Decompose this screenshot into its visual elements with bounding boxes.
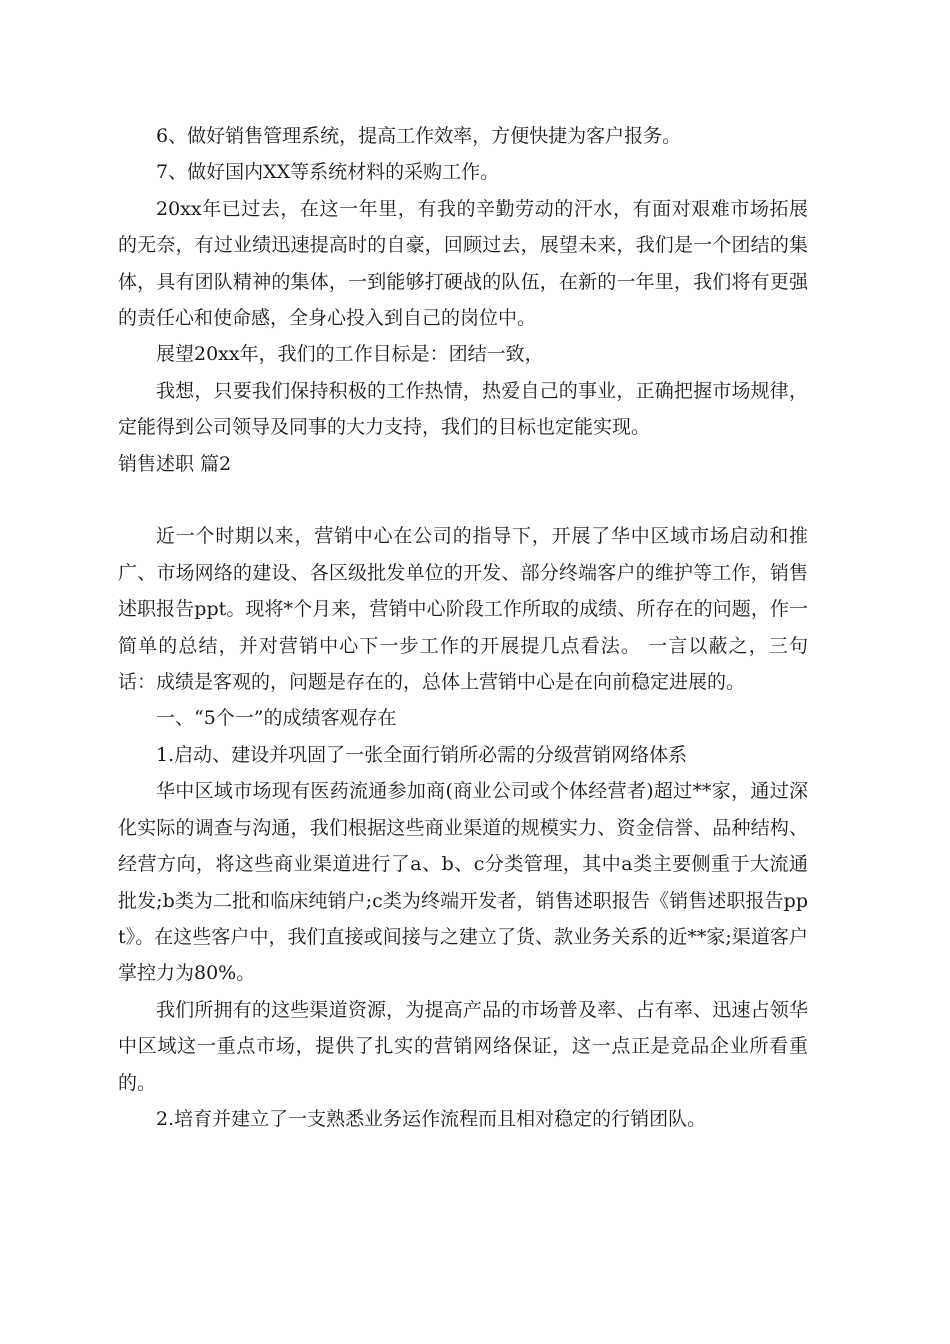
document-page	[118, 118, 808, 1137]
paragraph: 7、做好国内XX等系统材料的采购工作。	[156, 161, 500, 184]
paragraph: 6、做好销售管理系统，提高工作效率，方便快捷为客户报务。	[156, 125, 682, 147]
paragraph: 一、“5个一”的成绩客观存在	[156, 707, 397, 730]
paragraph: 我想，只要我们保持积极的工作热情，热爱自己的事业，正确把握市场规律，定能得到公司领导及同事的大力支持，我们的目标也定能实现。	[118, 379, 808, 439]
paragraph: 2.培育并建立了一支熟悉业务运作流程而且相对稳定的行销团队。	[156, 1107, 707, 1130]
paragraph: 华中区域市场现有医药流通参加商(商业公司或个体经营者)超过**家，通过深化实际的调查与沟通，我们根据这些商业渠道的规模实力、资金信誉、品种结构、经营方向，将这些商业渠道进行了a、b、c分类管理，其中a类主要侧重于大流通批发;b类为二批和临床纯销户;c类为终端开发者，销售述职报告《销售述职报告ppt》。在这些客户中，我们直接或间接与之建立了货、款业务关系的近**家;渠道客户掌控力为80%。	[118, 780, 808, 985]
paragraph: 20xx年已过去，在这一年里，有我的辛勤劳动的汗水，有面对艰难市场拓展的无奈，有过业绩迅速提高时的自豪，回顾过去，展望未来，我们是一个团结的集体，具有团队精神的集体，一到能够打硬战的队伍，在新的一年里，我们将有更强的责任心和使命感，全身心投入到自己的岗位中。	[118, 197, 808, 330]
paragraph: 近一个时期以来，营销中心在公司的指导下，开展了华中区域市场启动和推广、市场网络的建设、各区级批发单位的开发、部分终端客户的维护等工作，销售述职报告ppt。现将*个月来，营销中心阶段工作所取的成绩、所存在的问题，作一简单的总结，并对营销中心下一步工作的开展提几点看法。 一言以蔽之，三句话：成绩是客观的，问题是存在的，总体上营销中心是在向前稳定进展的。	[118, 525, 808, 694]
section-heading: 销售述职 篇2	[118, 452, 232, 475]
blank-line	[118, 482, 808, 518]
paragraph: 1.启动、建设并巩固了一张全面行销所必需的分级营销网络体系	[156, 743, 688, 766]
paragraph: 展望20xx年，我们的工作目标是：团结一致，	[156, 343, 544, 366]
paragraph: 我们所拥有的这些渠道资源，为提高产品的市场普及率、占有率、迅速占领华中区域这一重点市场，提供了扎实的营销网络保证，这一点正是竞品企业所看重的。	[118, 998, 808, 1094]
